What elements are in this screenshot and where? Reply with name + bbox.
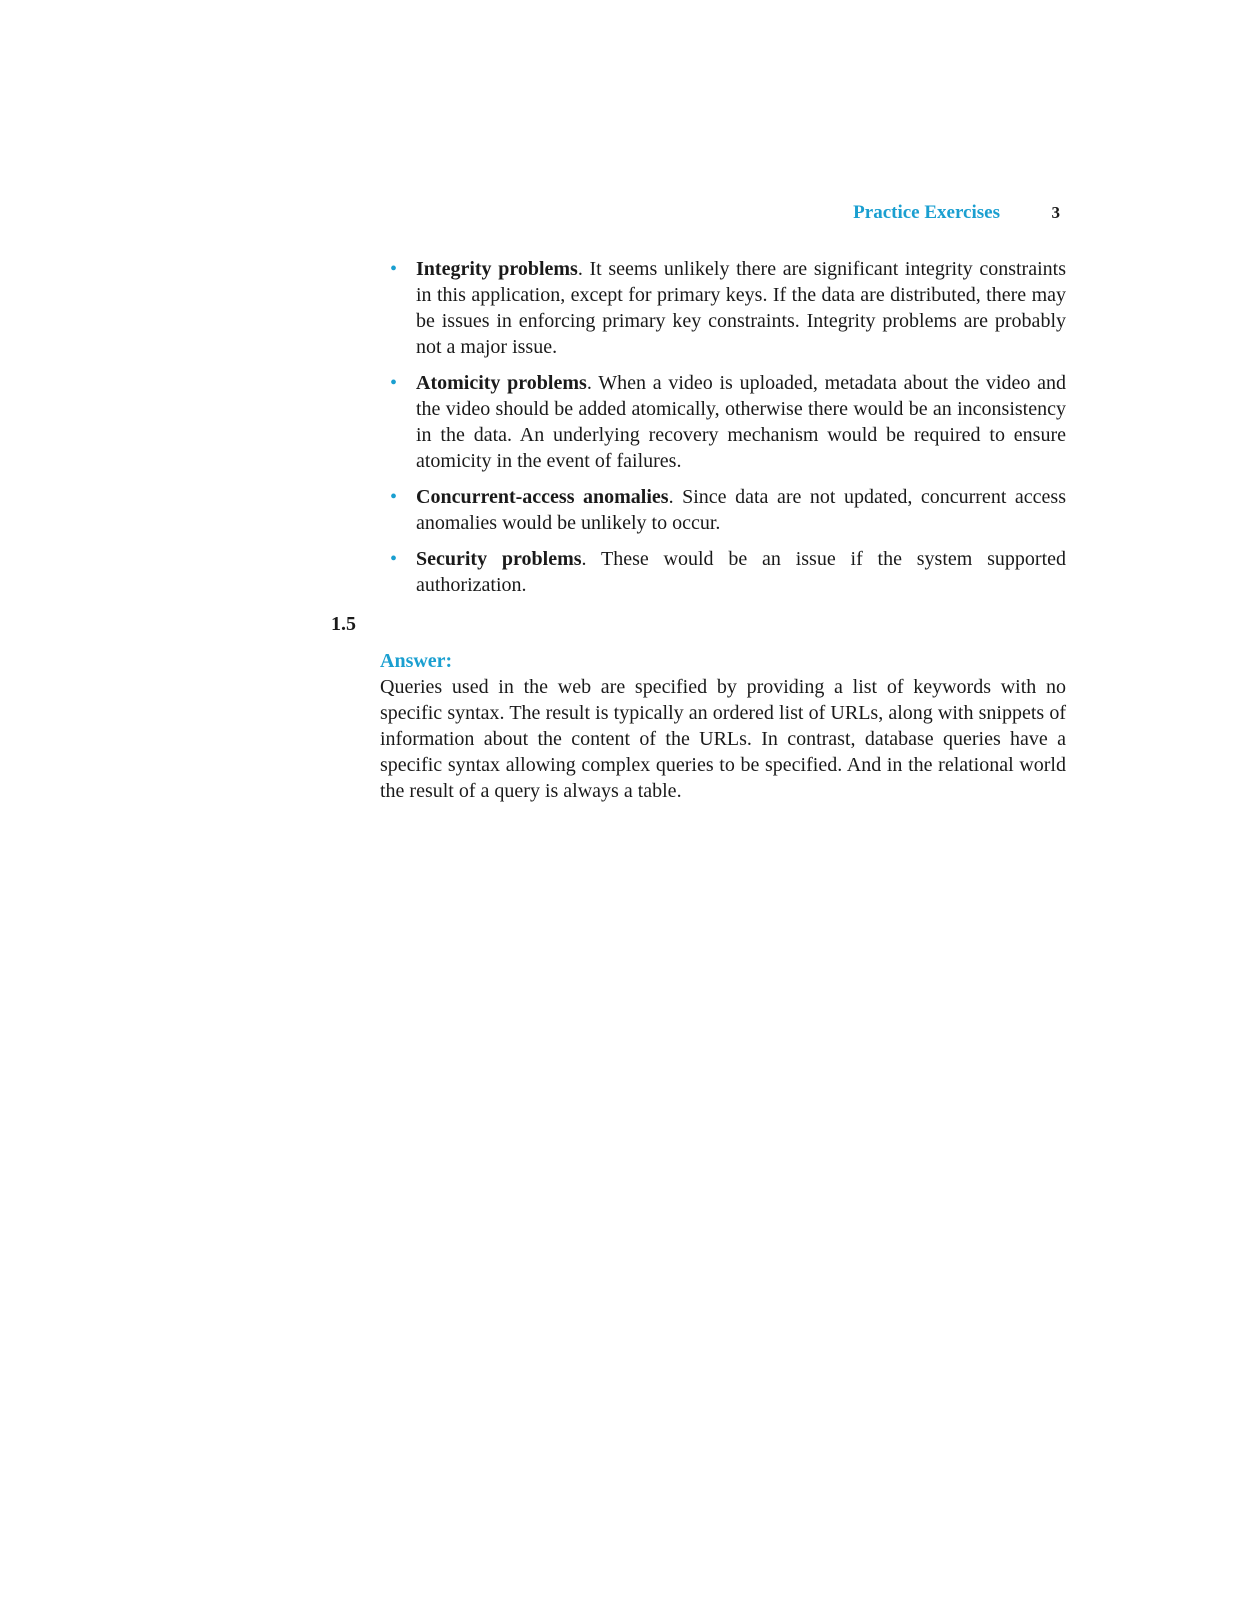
page-number: 3 bbox=[1051, 203, 1060, 222]
bullet-item-integrity bbox=[380, 256, 1066, 360]
bullet-body: . When a video is uploaded, metadata about the video and the video should be added atomically, otherwise there would be an inconsistency in the data. An underlying recovery mechanism would be required to ensure atomicity in the event of failures. bbox=[416, 372, 1066, 472]
answer-label: Answer: bbox=[380, 650, 453, 672]
bullet-term: Integrity problems bbox=[416, 258, 578, 280]
running-title: Practice Exercises bbox=[853, 202, 1000, 223]
bullet-paragraph bbox=[416, 370, 1066, 474]
bullet-list bbox=[380, 256, 1066, 608]
bullet-icon: • bbox=[390, 486, 398, 508]
answer-block bbox=[380, 648, 1066, 804]
bullet-body: . Since data are not updated, concurrent access anomalies would be unlikely to occur. bbox=[416, 486, 1066, 534]
bullet-body: . It seems unlikely there are significant integrity constraints in this application, except for primary keys. If the data are distributed, there may be issues in enforcing primary key constraints. Integrity problems are probably not a major issue. bbox=[416, 258, 1066, 358]
bullet-icon: • bbox=[390, 548, 398, 570]
bullet-icon: • bbox=[390, 258, 398, 280]
bullet-term: Security problems bbox=[416, 548, 582, 570]
bullet-item-concurrency bbox=[380, 484, 1066, 536]
bullet-body: . These would be an issue if the system supported authorization. bbox=[416, 548, 1067, 596]
bullet-icon: • bbox=[390, 372, 398, 394]
bullet-paragraph bbox=[416, 546, 1066, 598]
bullet-term: Concurrent-access anomalies bbox=[416, 486, 669, 508]
bullet-item-atomicity bbox=[380, 370, 1066, 474]
bullet-paragraph bbox=[416, 256, 1066, 360]
bullet-paragraph bbox=[416, 484, 1066, 536]
bullet-item-security bbox=[380, 546, 1066, 598]
answer-text: Queries used in the web are specified by providing a list of keywords with no specific syntax. The result is typically an ordered list of URLs, along with snippets of information about the content of the URLs. In contrast, database queries have a specific syntax allowing complex queries to be specified. And in the relational world the result of a query is always a table. bbox=[380, 676, 1066, 802]
exercise-number: 1.5 bbox=[331, 613, 356, 635]
bullet-term: Atomicity problems bbox=[416, 372, 587, 394]
running-head bbox=[760, 202, 1060, 228]
